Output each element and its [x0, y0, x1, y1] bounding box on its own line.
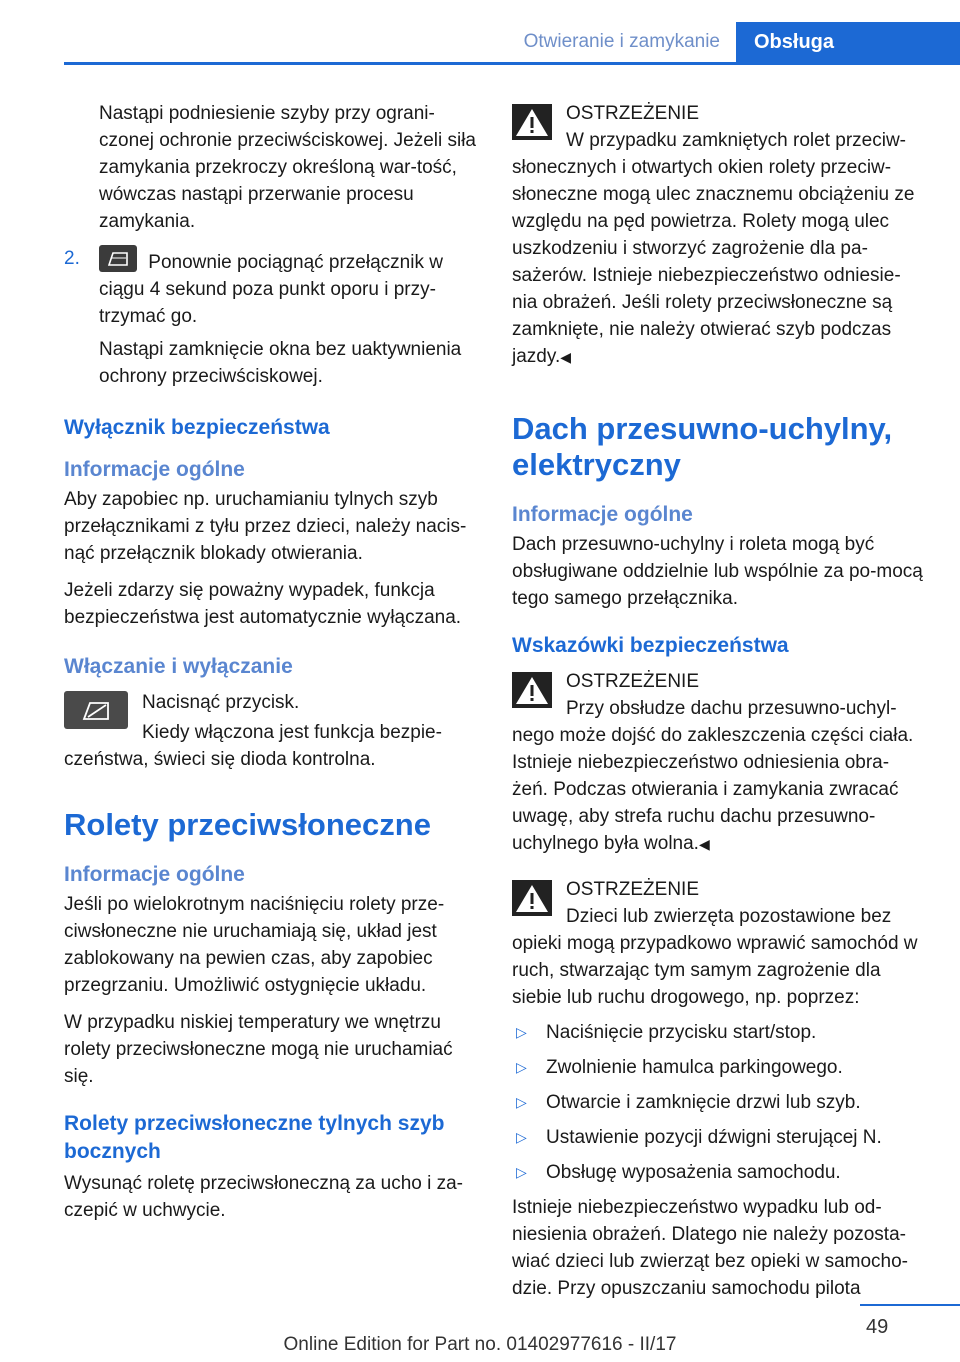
edition-footer: Online Edition for Part no. 01402977616 - II/17 [283, 1334, 677, 1355]
step1-result-text: Nastąpi podniesienie szyby przy ograni‐czonej ochronie przeciwściskowej. Jeżeli siła zamykania przekroczy określoną war‐tość, wówczas nastąpi przerwanie procesu zamykania. [99, 103, 476, 232]
heading-on-off: Włączanie i wyłączanie [64, 655, 293, 678]
step2-result-text: Nastąpi zamknięcie okna bez uaktywnienia ochrony przeciwściskowej. [99, 339, 462, 387]
list-item: ▷ Zwolnienie hamulca parkingowego. [512, 1054, 924, 1081]
warning-3-title: OSTRZEŻENIE [566, 879, 700, 900]
warning-1 [512, 100, 924, 371]
step-2 [64, 245, 478, 330]
heading-safety-tips: Wskazówki bezpieczeństwa [512, 634, 789, 657]
list-item: ▷ Ustawienie pozycji dźwigni sterującej N. [512, 1124, 924, 1151]
page-number: 49 [866, 1316, 889, 1338]
running-header-section: Otwieranie i zamykanie [523, 31, 720, 52]
paragraph-blinds-1: Jeśli po wielokrotnym naciśnięciu rolety prze‐ciwsłoneczne nie uruchamiają się, układ jest zablokowany na pewien czas, aby zapobiec przegrzaniu. Umożliwić ostygnięcie układu. [64, 894, 445, 996]
warning-triangle-icon [512, 672, 552, 708]
warning-3 [512, 876, 924, 1011]
heading-sunroof: Dach przesuwno-uchylny, elektryczny [512, 411, 893, 482]
step2-text: Ponownie pociągnąć przełącznik w ciągu 4 sekund poza punkt oporu i przy‐trzymać go. [99, 252, 443, 327]
paragraph-final: Istnieje niebezpieczeństwo wypadku lub od‐niesienia obrażeń. Dlatego nie należy pozosta‐wiać dzieci lub zwierząt bez opieki w samocho‐dzie. Przy opuszczaniu samochodu pilota [512, 1197, 908, 1299]
warning-3-text: Dzieci lub zwierzęta pozostawione bez opieki mogą przypadkowo wprawić samochód w ruch, stwarzając tym samym zagrożenie dla siebie lub ruchu drogowego, np. poprzez: [512, 906, 918, 1008]
heading-general-info-3: Informacje ogólne [512, 503, 693, 526]
bullet-list [512, 1019, 924, 1186]
step-number: 2. [64, 248, 80, 269]
list-item: ▷ Naciśnięcie przycisku start/stop. [512, 1019, 924, 1046]
warning-2-title: OSTRZEŻENIE [566, 671, 700, 692]
window-switch-icon [99, 245, 137, 272]
heading-general-info-1: Informacje ogólne [64, 458, 245, 481]
right-column [512, 100, 924, 1312]
paragraph-general-1b: Jeżeli zdarzy się poważny wypadek, funkcja bezpieczeństwa jest automatycznie wyłączana. [64, 580, 462, 628]
warning-2-text: Przy obsłudze dachu przesuwno-uchyl‐nego może dojść do zakleszczenia części ciała. Istnieje niebezpieczeństwo odniesienia obra‐żeń. Podczas otwierania i zamykania zwracać uwagę, aby strefa ruchu dachu przesuwno-uchylnego była wolna. [512, 698, 914, 854]
paragraph-general-1a: Aby zapobiec np. uruchamianiu tylnych szyb przełącznikami z tyłu przez dzieci, należy nacis‐nąć przełącznik blokady otwierania. [64, 489, 467, 564]
warning-triangle-icon [512, 104, 552, 140]
safety-lock-button-icon [64, 691, 128, 729]
list-item: ▷ Obsługę wyposażenia samochodu. [512, 1159, 924, 1186]
heading-safety-switch: Wyłącznik bezpieczeństwa [64, 416, 330, 439]
heading-rear-blinds: Rolety przeciwsłoneczne tylnych szyb bocznych [64, 1112, 445, 1163]
paragraph-sunroof: Dach przesuwno-uchylny i roleta mogą być obsługiwane oddzielnie lub wspólnie za po‐mocą tego samego przełącznika. [512, 534, 923, 609]
warning-2 [512, 668, 924, 858]
warning-1-text: W przypadku zamkniętych rolet przeciw‐słonecznych i otwartych okien rolety przeciw‐słoneczne mogą ulec znacznemu obciążeniu ze względu na pęd powietrza. Rolety mogą ulec uszkodzeniu i stworzyć zagrożenie dla pa‐sażerów. Istnieje niebezpieczeństwo odniesie‐nia obrażeń. Jeśli rolety przeciwsłoneczne są zamknięte, nie należy otwierać szyb podczas jazdy. [512, 130, 915, 367]
end-mark: ◀ [698, 836, 710, 852]
warning-1-title: OSTRZEŻENIE [566, 103, 700, 124]
led-text: Kiedy włączona jest funkcja bezpie‐czeństwa, świeci się dioda kontrolna. [64, 722, 442, 770]
running-header-chapter-tab: Obsługa [736, 22, 960, 62]
paragraph-rear-blinds: Wysunąć roletę przeciwsłoneczną za ucho i za‐czepić w uchwycie. [64, 1173, 464, 1221]
warning-triangle-icon [512, 880, 552, 916]
left-column [64, 100, 478, 1234]
heading-general-info-2: Informacje ogólne [64, 863, 245, 886]
footer-rule [860, 1304, 960, 1306]
press-button-text: Nacisnąć przycisk. [142, 692, 300, 713]
end-mark: ◀ [560, 349, 572, 365]
header-rule [64, 62, 960, 65]
heading-sun-blinds: Rolety przeciwsłoneczne [64, 807, 431, 842]
paragraph-blinds-2: W przypadku niskiej temperatury we wnętrzu rolety przeciwsłoneczne mogą nie uruchamiać się. [64, 1012, 453, 1087]
list-item: ▷ Otwarcie i zamknięcie drzwi lub szyb. [512, 1089, 924, 1116]
